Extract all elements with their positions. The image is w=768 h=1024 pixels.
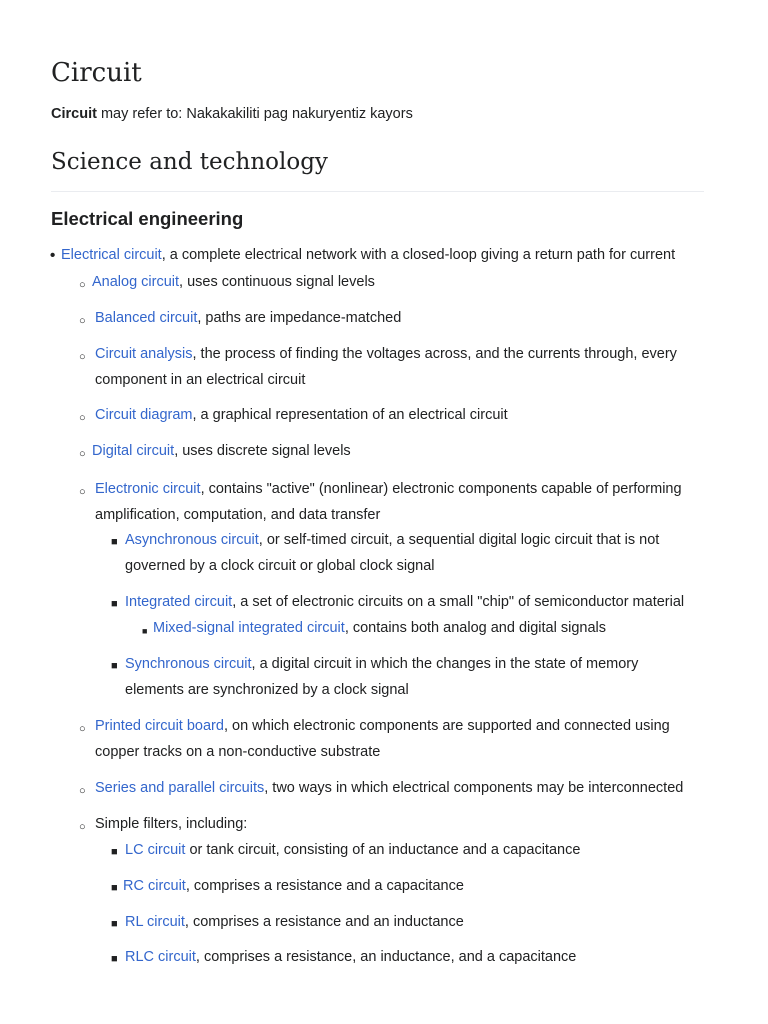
item-description: , uses continuous signal levels	[179, 274, 375, 290]
link-synchronous-circuit[interactable]: Synchronous circuit	[125, 656, 252, 672]
bullet-circle-icon: ○	[79, 486, 86, 498]
list-item-simple-filters	[79, 811, 248, 837]
item-description-continued: governed by a clock circuit or global clock signal	[125, 558, 435, 574]
bullet-square-icon: ■	[111, 953, 118, 965]
list-item-analog-circuit	[79, 269, 375, 295]
list-item-asynchronous-circuit	[111, 527, 660, 579]
item-description-continued: elements are synchronized by a clock signal	[125, 682, 409, 698]
item-description: , comprises a resistance and an inductance	[184, 914, 464, 930]
link-circuit-diagram[interactable]: Circuit diagram	[95, 407, 193, 423]
bullet-square-icon: ■	[111, 660, 118, 672]
intro-bold-term: Circuit	[51, 106, 97, 122]
item-description: , comprises a resistance and a capacitance	[185, 878, 464, 894]
item-description-continued: amplification, computation, and data transfer	[95, 507, 381, 523]
list-item-series-and-parallel-circuits	[79, 775, 684, 801]
intro-paragraph	[51, 104, 413, 124]
item-description: or tank circuit, consisting of an inductance and a capacitance	[185, 842, 581, 858]
item-description: , on which electronic components are supported and connected using	[223, 718, 670, 734]
item-description: Simple filters, including:	[95, 816, 248, 832]
intro-text: may refer to: Nakakakiliti pag nakuryentiz kayors	[96, 106, 413, 122]
page-title: Circuit	[51, 58, 142, 88]
item-description: , comprises a resistance, an inductance, and a capacitance	[195, 949, 577, 965]
list-item-digital-circuit	[79, 438, 351, 464]
item-description: , a complete electrical network with a closed-loop giving a return path for current	[161, 247, 676, 263]
bullet-circle-icon: ○	[79, 412, 86, 424]
section-heading: Science and technology	[51, 149, 328, 175]
link-digital-circuit[interactable]: Digital circuit	[92, 443, 175, 459]
list-item-electronic-circuit	[79, 476, 682, 528]
bullet-square-icon: ■	[111, 536, 118, 548]
link-printed-circuit-board[interactable]: Printed circuit board	[95, 718, 224, 734]
list-item-printed-circuit-board	[79, 713, 670, 765]
bullet-square-icon: ■	[111, 598, 118, 610]
list-item-integrated-circuit	[111, 589, 685, 615]
link-lc-circuit[interactable]: LC circuit	[125, 842, 186, 858]
item-description-continued: component in an electrical circuit	[95, 372, 306, 388]
link-electronic-circuit[interactable]: Electronic circuit	[95, 481, 201, 497]
item-description: , contains both analog and digital signals	[344, 620, 606, 636]
link-integrated-circuit[interactable]: Integrated circuit	[125, 594, 233, 610]
bullet-square-icon: ■	[142, 626, 148, 636]
bullet-circle-icon: ○	[79, 351, 86, 363]
list-item-balanced-circuit	[79, 305, 402, 331]
item-description: , contains "active" (nonlinear) electronic components capable of performing	[200, 481, 682, 497]
section-divider	[51, 191, 704, 192]
link-series-and-parallel-circuits[interactable]: Series and parallel circuits	[95, 780, 265, 796]
list-item-electrical-circuit	[50, 242, 676, 268]
item-description: , a graphical representation of an electrical circuit	[192, 407, 508, 423]
link-circuit-analysis[interactable]: Circuit analysis	[95, 346, 193, 362]
bullet-circle-icon: ○	[79, 723, 86, 735]
bullet-square-icon: ■	[111, 882, 118, 894]
link-rl-circuit[interactable]: RL circuit	[125, 914, 185, 930]
link-asynchronous-circuit[interactable]: Asynchronous circuit	[125, 532, 259, 548]
list-item-rl-circuit	[111, 909, 464, 935]
link-analog-circuit[interactable]: Analog circuit	[92, 274, 180, 290]
item-description: , uses discrete signal levels	[174, 443, 351, 459]
item-description: , or self-timed circuit, a sequential digital logic circuit that is not	[258, 532, 660, 548]
bullet-square-icon: ■	[111, 846, 118, 858]
list-item-circuit-analysis	[79, 341, 677, 393]
bullet-circle-icon: ○	[79, 448, 86, 460]
subsection-heading: Electrical engineering	[51, 208, 244, 229]
link-rlc-circuit[interactable]: RLC circuit	[125, 949, 196, 965]
item-description: , a set of electronic circuits on a small "chip" of semiconductor material	[232, 594, 685, 610]
item-description-continued: copper tracks on a non-conductive substrate	[95, 744, 381, 760]
bullet-circle-icon: ○	[79, 279, 86, 291]
bullet-circle-icon: ○	[79, 821, 86, 833]
item-description: , a digital circuit in which the changes in the state of memory	[251, 656, 639, 672]
list-item-rlc-circuit	[111, 944, 577, 970]
item-description: , the process of finding the voltages across, and the currents through, every	[192, 346, 677, 362]
list-item-circuit-diagram	[79, 402, 508, 428]
list-item-rc-circuit	[111, 873, 464, 899]
item-description: , two ways in which electrical components may be interconnected	[264, 780, 684, 796]
link-rc-circuit[interactable]: RC circuit	[123, 878, 186, 894]
list-item-mixed-signal-integrated-circuit	[142, 615, 606, 641]
bullet-disc-icon: •	[50, 247, 56, 264]
link-electrical-circuit[interactable]: Electrical circuit	[61, 247, 162, 263]
list-item-synchronous-circuit	[111, 651, 639, 703]
list-item-lc-circuit	[111, 837, 581, 863]
link-mixed-signal-integrated-circuit[interactable]: Mixed-signal integrated circuit	[153, 620, 345, 636]
bullet-square-icon: ■	[111, 918, 118, 930]
link-balanced-circuit[interactable]: Balanced circuit	[95, 310, 198, 326]
bullet-circle-icon: ○	[79, 785, 86, 797]
bullet-circle-icon: ○	[79, 315, 86, 327]
item-description: , paths are impedance-matched	[197, 310, 402, 326]
